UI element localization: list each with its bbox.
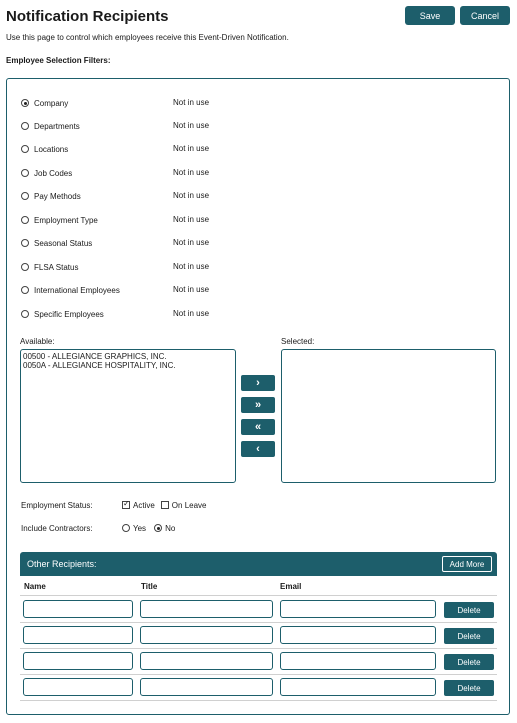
filter-row-company[interactable]	[21, 96, 68, 110]
filter-status: Not in use	[173, 262, 210, 271]
employment-status-label: Employment Status:	[21, 500, 93, 510]
filter-row-employment-type[interactable]	[21, 213, 98, 227]
recipient-title-input[interactable]	[140, 626, 273, 644]
other-recipients-title: Other Recipients:	[27, 559, 97, 569]
recipient-title-input[interactable]	[140, 652, 273, 670]
filter-label: Specific Employees	[34, 309, 104, 319]
recipient-email-input[interactable]	[280, 600, 436, 618]
add-more-button[interactable]: Add More	[442, 556, 492, 572]
filter-status: Not in use	[173, 121, 210, 130]
selected-listbox[interactable]	[281, 349, 496, 483]
selected-label: Selected:	[281, 337, 315, 346]
column-header-email: Email	[280, 582, 302, 591]
filter-row-specific-employees[interactable]	[21, 307, 104, 321]
filter-status: Not in use	[173, 285, 210, 294]
recipient-name-input[interactable]	[23, 678, 133, 696]
filter-label: International Employees	[34, 285, 120, 295]
recipient-name-input[interactable]	[23, 626, 133, 644]
remove-selected-button[interactable]: ‹	[241, 441, 275, 457]
radio-icon[interactable]	[21, 169, 29, 177]
contractors-label: Include Contractors:	[21, 523, 93, 533]
filter-label: Job Codes	[34, 168, 73, 178]
recipient-name-input[interactable]	[23, 652, 133, 670]
list-item[interactable]: 0050A - ALLEGIANCE HOSPITALITY, INC.	[23, 361, 176, 370]
filter-label: Locations	[34, 144, 69, 154]
filter-status: Not in use	[173, 309, 210, 318]
column-header-title: Title	[141, 582, 158, 591]
list-item[interactable]: 00500 - ALLEGIANCE GRAPHICS, INC.	[23, 352, 167, 361]
row-divider	[20, 700, 497, 701]
delete-button[interactable]: Delete	[444, 654, 494, 670]
filter-status: Not in use	[173, 144, 210, 153]
row-divider	[20, 595, 497, 596]
radio-icon[interactable]	[21, 99, 29, 107]
filter-label: Seasonal Status	[34, 238, 93, 248]
filter-status: Not in use	[173, 215, 210, 224]
filter-label: Departments	[34, 121, 80, 131]
row-divider	[20, 622, 497, 623]
on-leave-checkbox[interactable]	[161, 501, 169, 509]
filters-panel	[6, 78, 510, 715]
radio-icon[interactable]	[21, 310, 29, 318]
filter-row-international-employees[interactable]	[21, 283, 120, 297]
row-divider	[20, 674, 497, 675]
delete-button[interactable]: Delete	[444, 602, 494, 618]
radio-icon[interactable]	[21, 192, 29, 200]
active-label: Active	[133, 500, 155, 510]
contractors-no-label: No	[165, 523, 176, 533]
page-description: Use this page to control which employees receive this Event-Driven Notification.	[6, 33, 289, 42]
page-title: Notification Recipients	[6, 8, 169, 25]
employment-status-row	[21, 499, 207, 511]
radio-icon[interactable]	[21, 122, 29, 130]
on-leave-label: On Leave	[171, 500, 207, 510]
contractors-yes-label: Yes	[133, 523, 147, 533]
filter-status: Not in use	[173, 98, 210, 107]
filter-row-job-codes[interactable]	[21, 166, 72, 180]
radio-icon[interactable]	[21, 286, 29, 294]
filter-label: Employment Type	[34, 215, 98, 225]
recipient-title-input[interactable]	[140, 678, 273, 696]
filter-status: Not in use	[173, 168, 210, 177]
radio-icon[interactable]	[21, 216, 29, 224]
other-recipients-header	[20, 552, 497, 576]
contractors-yes-radio[interactable]	[122, 524, 130, 532]
recipient-email-input[interactable]	[280, 678, 436, 696]
delete-button[interactable]: Delete	[444, 680, 494, 696]
filter-label: Pay Methods	[34, 191, 81, 201]
filter-label: Company	[34, 98, 69, 108]
filter-row-departments[interactable]	[21, 119, 80, 133]
radio-icon[interactable]	[21, 145, 29, 153]
available-listbox[interactable]	[20, 349, 236, 483]
save-button[interactable]: Save	[405, 6, 455, 25]
filters-section-label: Employee Selection Filters:	[6, 56, 111, 65]
contractors-row	[21, 522, 175, 534]
filter-row-locations[interactable]	[21, 142, 68, 156]
available-label: Available:	[20, 337, 55, 346]
recipient-name-input[interactable]	[23, 600, 133, 618]
filter-status: Not in use	[173, 238, 210, 247]
filter-row-seasonal-status[interactable]	[21, 236, 92, 250]
recipient-email-input[interactable]	[280, 626, 436, 644]
active-checkbox[interactable]	[122, 501, 130, 509]
filter-label: FLSA Status	[34, 262, 79, 272]
remove-all-button[interactable]: «	[241, 419, 275, 435]
delete-button[interactable]: Delete	[444, 628, 494, 644]
row-divider	[20, 648, 497, 649]
filter-row-pay-methods[interactable]	[21, 189, 81, 203]
filter-row-flsa-status[interactable]	[21, 260, 78, 274]
add-selected-button[interactable]: ›	[241, 375, 275, 391]
contractors-no-radio[interactable]	[154, 524, 162, 532]
radio-icon[interactable]	[21, 239, 29, 247]
add-all-button[interactable]: »	[241, 397, 275, 413]
recipient-email-input[interactable]	[280, 652, 436, 670]
cancel-button[interactable]: Cancel	[460, 6, 510, 25]
recipient-title-input[interactable]	[140, 600, 273, 618]
filter-status: Not in use	[173, 191, 210, 200]
column-header-name: Name	[24, 582, 46, 591]
radio-icon[interactable]	[21, 263, 29, 271]
